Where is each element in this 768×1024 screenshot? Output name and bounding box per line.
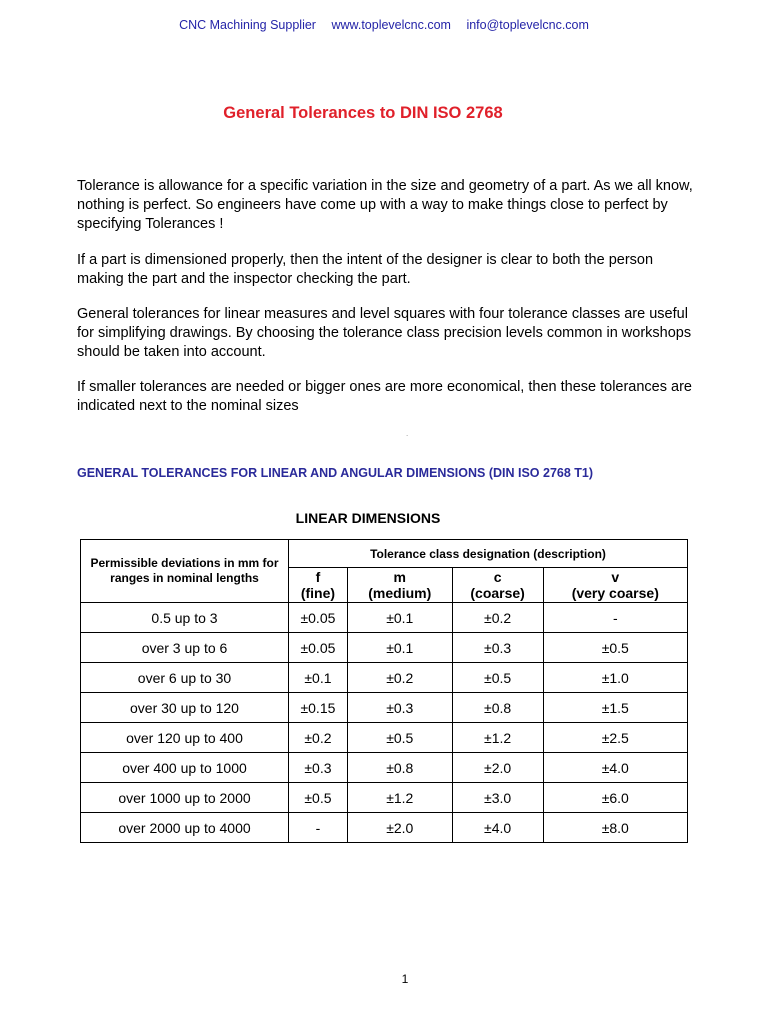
value-cell: ±0.3 (289, 753, 348, 783)
paragraph-dimensioning: If a part is dimensioned properly, then the intent of the designer is clear to both the person making the part and the inspector checking the part. (77, 252, 654, 287)
value-cell: ±1.5 (543, 693, 687, 723)
paragraph-smaller-tolerances: If smaller tolerances are needed or bigger ones are more economical, then these tolerances are indicated next to the nominal sizes (77, 379, 692, 414)
value-cell: ±0.05 (289, 633, 348, 663)
value-cell: ±2.0 (452, 753, 543, 783)
value-cell: ±1.2 (347, 783, 452, 813)
tolerance-class-header: Tolerance class designation (description) (289, 540, 688, 568)
value-cell: ±4.0 (452, 813, 543, 843)
column-header-medium (347, 568, 452, 603)
table-row (81, 663, 688, 693)
value-cell: - (543, 603, 687, 633)
value-cell: ±0.15 (289, 693, 348, 723)
value-cell: ±2.5 (543, 723, 687, 753)
paragraph-general-tolerances: General tolerances for linear measures and level squares with four tolerance classes are useful for simplifying drawings. By choosing the tolerance class precision levels common in workshops should be taken into account. (77, 306, 692, 360)
column-description: (very coarse) (571, 585, 659, 601)
value-cell: ±0.5 (347, 723, 452, 753)
page-header (0, 18, 768, 32)
value-cell: ±1.0 (543, 663, 687, 693)
value-cell: ±0.1 (347, 603, 452, 633)
column-letter: f (315, 569, 321, 585)
value-cell: ±0.5 (452, 663, 543, 693)
value-cell: ±0.5 (289, 783, 348, 813)
value-cell: ±0.1 (347, 633, 452, 663)
value-cell: ±0.2 (347, 663, 452, 693)
range-cell: over 400 up to 1000 (81, 753, 289, 783)
range-cell: over 120 up to 400 (81, 723, 289, 753)
range-cell: over 6 up to 30 (81, 663, 289, 693)
page-number: 1 (401, 972, 409, 986)
paragraph-tolerance-definition: Tolerance is allowance for a specific variation in the size and geometry of a part. As we all know, nothing is perfect. So engineers have come up with a way to make things close to perfect by specifying Tolerances ! (77, 178, 693, 232)
document-title: General Tolerances to DIN ISO 2768 (223, 104, 503, 122)
table-row (81, 753, 688, 783)
value-cell: ±0.3 (347, 693, 452, 723)
value-cell: ±6.0 (543, 783, 687, 813)
column-header-fine (289, 568, 348, 603)
value-cell: ±0.1 (289, 663, 348, 693)
table-title: LINEAR DIMENSIONS (295, 510, 441, 526)
column-description: (coarse) (470, 585, 525, 601)
range-column-header: Permissible deviations in mm for ranges in nominal lengths (81, 540, 289, 603)
value-cell: ±0.8 (347, 753, 452, 783)
value-cell: ±0.2 (452, 603, 543, 633)
table-row (81, 723, 688, 753)
decorative-dot: . (406, 429, 409, 438)
value-cell: ±0.2 (289, 723, 348, 753)
tolerance-table (80, 539, 688, 843)
value-cell: ±1.2 (452, 723, 543, 753)
range-cell: over 2000 up to 4000 (81, 813, 289, 843)
table-row (81, 693, 688, 723)
range-cell: over 30 up to 120 (81, 693, 289, 723)
value-cell: ±0.3 (452, 633, 543, 663)
table-row (81, 603, 688, 633)
column-letter: c (493, 569, 502, 585)
value-cell: ±3.0 (452, 783, 543, 813)
table-row (81, 783, 688, 813)
company-name: CNC Machining Supplier (179, 18, 316, 32)
column-description: (fine) (300, 585, 336, 601)
range-cell: 0.5 up to 3 (81, 603, 289, 633)
column-header-very-coarse (543, 568, 687, 603)
value-cell: ±0.8 (452, 693, 543, 723)
value-cell: ±0.5 (543, 633, 687, 663)
value-cell: ±2.0 (347, 813, 452, 843)
section-heading: GENERAL TOLERANCES FOR LINEAR AND ANGULAR DIMENSIONS (DIN ISO 2768 T1) (77, 466, 594, 480)
column-header-coarse (452, 568, 543, 603)
value-cell: ±4.0 (543, 753, 687, 783)
range-cell: over 1000 up to 2000 (81, 783, 289, 813)
range-cell: over 3 up to 6 (81, 633, 289, 663)
table-row (81, 813, 688, 843)
value-cell: ±8.0 (543, 813, 687, 843)
column-letter: m (393, 569, 406, 585)
value-cell: - (289, 813, 348, 843)
table-row (81, 633, 688, 663)
value-cell: ±0.05 (289, 603, 348, 633)
website-link[interactable]: www.toplevelcnc.com (331, 18, 451, 32)
email-link[interactable]: info@toplevelcnc.com (466, 18, 589, 32)
column-letter: v (611, 569, 620, 585)
column-description: (medium) (368, 585, 432, 601)
